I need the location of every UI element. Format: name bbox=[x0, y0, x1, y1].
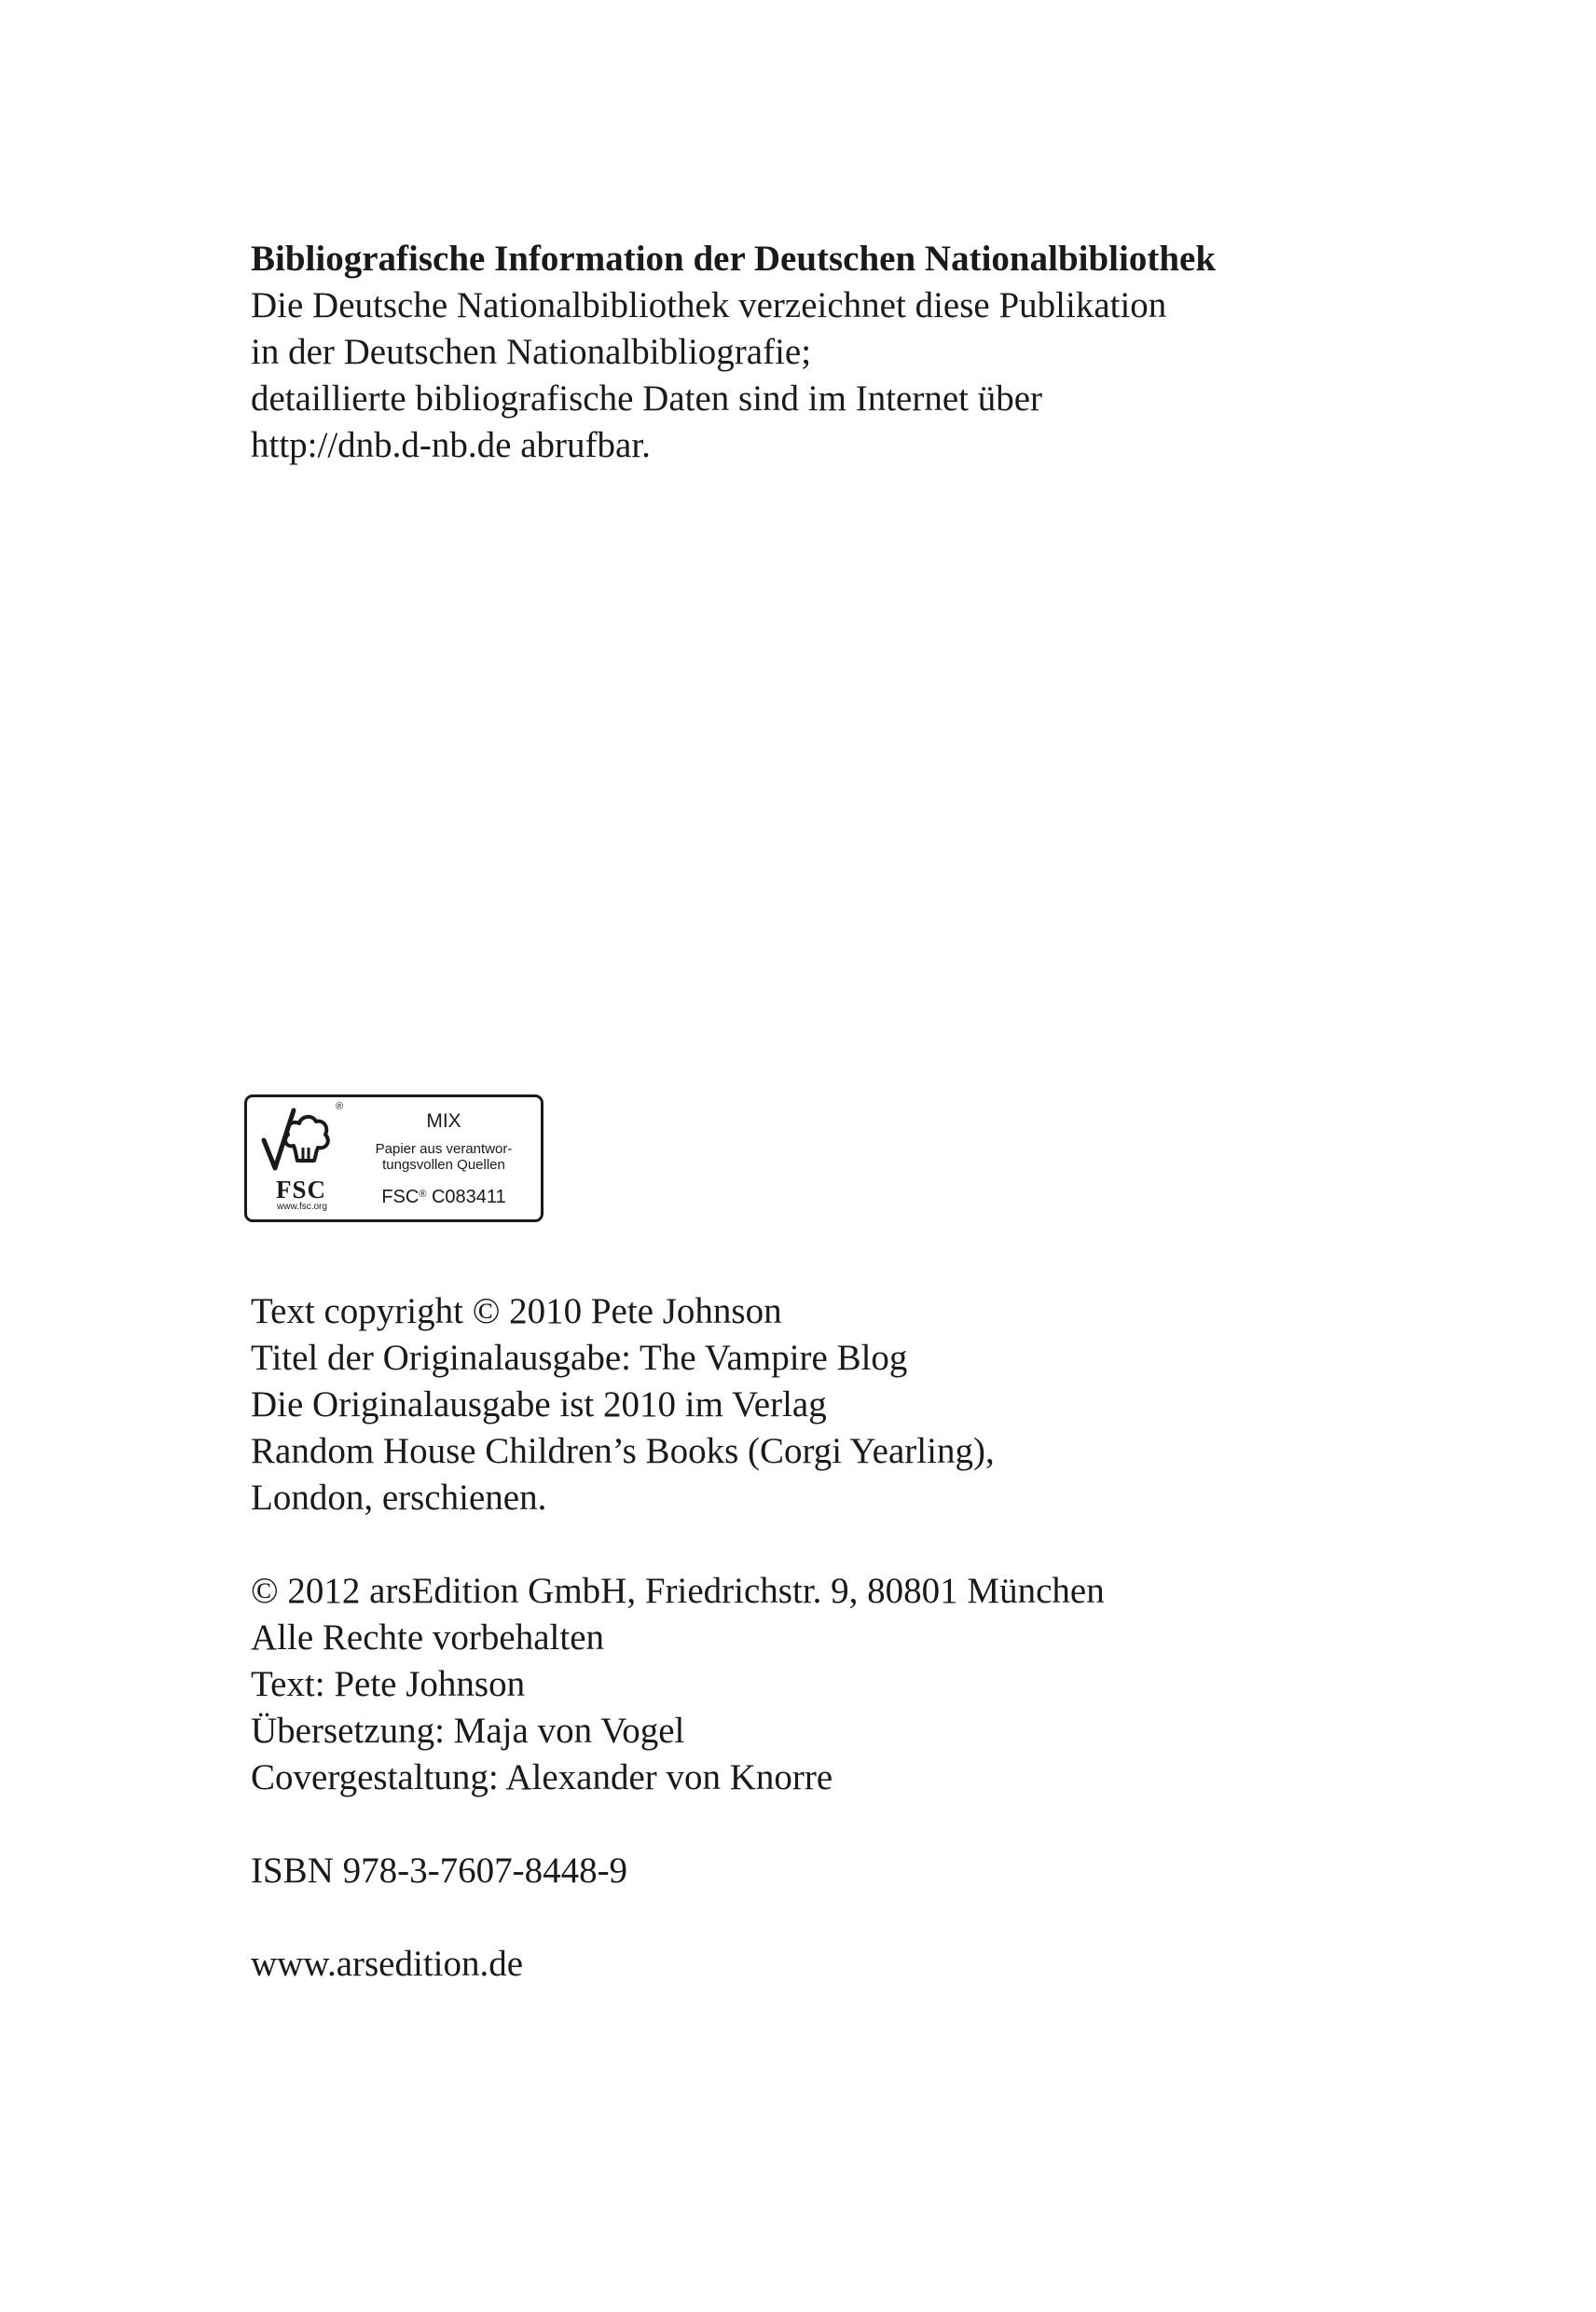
bibliographic-info-line: Die Deutsche Nationalbibliothek verzeichnet diese Publikation bbox=[251, 285, 1167, 325]
bibliographic-info-line: in der Deutschen Nationalbibliografie; bbox=[251, 332, 812, 372]
fsc-license-number: C083411 bbox=[431, 1187, 506, 1207]
bibliographic-info-heading: Bibliografische Information der Deutschen Nationalbibliothek bbox=[251, 239, 1217, 279]
bibliographic-info-line: detaillierte bibliografische Daten sind im Internet über bbox=[251, 378, 1043, 419]
fsc-mix-label: MIX bbox=[426, 1110, 461, 1132]
fsc-label-panel bbox=[352, 1110, 535, 1207]
fsc-tree-checkmark-icon bbox=[260, 1103, 335, 1174]
original-location-line: London, erschienen. bbox=[251, 1478, 547, 1518]
bibliographic-info-section bbox=[251, 236, 1216, 469]
fsc-brand-text: FSC bbox=[275, 1176, 326, 1204]
fsc-description bbox=[352, 1141, 535, 1173]
isbn-number: ISBN 978-3-7607-8448-9 bbox=[251, 1851, 628, 1891]
rights-line: Alle Rechte vorbehalten bbox=[251, 1617, 605, 1658]
original-edition-line: Die Originalausgabe ist 2010 im Verlag bbox=[251, 1384, 827, 1424]
fsc-certification-logo bbox=[244, 1094, 543, 1222]
fsc-description-line: Papier aus verantwor- bbox=[375, 1141, 513, 1157]
author-line: Text: Pete Johnson bbox=[251, 1664, 526, 1704]
original-title-line: Titel der Originalausgabe: The Vampire Blog bbox=[251, 1338, 908, 1378]
original-edition-section bbox=[251, 1288, 995, 1521]
bibliographic-info-line: http://dnb.d-nb.de abrufbar. bbox=[251, 425, 651, 465]
fsc-description-line: tungsvollen Quellen bbox=[382, 1157, 505, 1173]
fsc-url: www.fsc.org bbox=[277, 1202, 327, 1212]
cover-design-line: Covergestaltung: Alexander von Knorre bbox=[251, 1757, 833, 1797]
fsc-license-code bbox=[352, 1184, 535, 1207]
website-section bbox=[251, 1941, 523, 1988]
copyright-line: Text copyright © 2010 Pete Johnson bbox=[251, 1291, 782, 1331]
publisher-website-link[interactable]: www.arsedition.de bbox=[251, 1944, 524, 1984]
publisher-section bbox=[251, 1568, 1105, 1801]
publisher-copyright-line: © 2012 arsEdition GmbH, Friedrichstr. 9, 80801 München bbox=[251, 1571, 1105, 1611]
isbn-section bbox=[251, 1848, 627, 1894]
fsc-license-reg: ® bbox=[419, 1189, 427, 1200]
registered-mark: ® bbox=[336, 1101, 344, 1112]
original-publisher-line: Random House Children’s Books (Corgi Yearling), bbox=[251, 1431, 995, 1471]
translator-line: Übersetzung: Maja von Vogel bbox=[251, 1711, 685, 1751]
fsc-license-prefix: FSC bbox=[381, 1187, 420, 1207]
